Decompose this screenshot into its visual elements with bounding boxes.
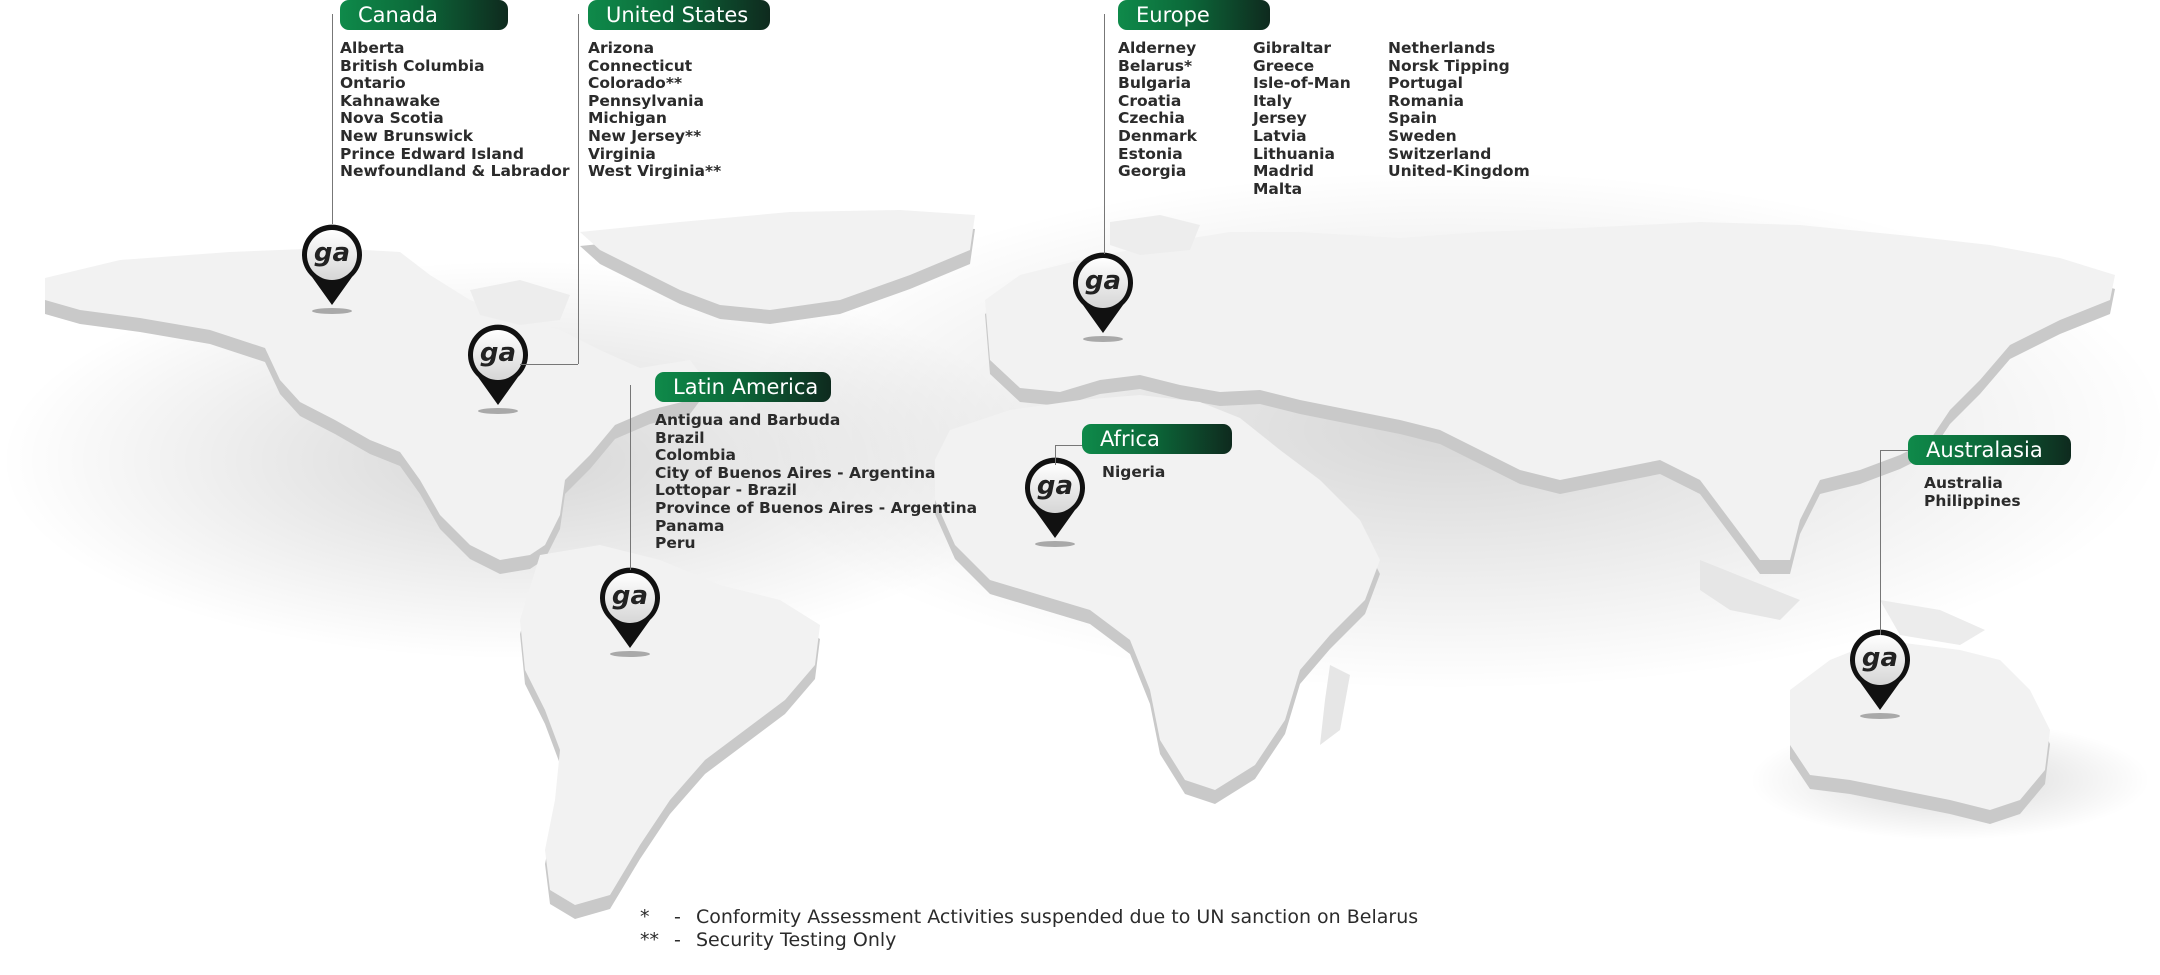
list-item: Nigeria bbox=[1102, 463, 1166, 481]
list-item: Greece bbox=[1253, 56, 1315, 75]
list-item: Brazil bbox=[655, 428, 705, 447]
region-badge-united-states[interactable]: United States bbox=[588, 0, 770, 30]
region-australasia bbox=[1908, 435, 2071, 510]
australasia-connector bbox=[1880, 450, 1881, 635]
list-item: Sweden bbox=[1388, 126, 1457, 145]
canada-connector bbox=[332, 14, 333, 224]
list-item: Gibraltar bbox=[1253, 39, 1332, 57]
region-badge-australasia[interactable]: Australasia bbox=[1908, 435, 2071, 465]
footnote-text: Security Testing Only bbox=[696, 929, 897, 951]
list-item: Philippines bbox=[1924, 491, 2021, 510]
pin-logo: ga bbox=[611, 581, 649, 611]
list-item: Connecticut bbox=[588, 56, 693, 75]
list-item: Colombia bbox=[655, 446, 737, 465]
list-item: Norsk Tipping bbox=[1388, 56, 1510, 75]
list-item: Newfoundland & Labrador bbox=[340, 162, 570, 181]
pin-logo: ga bbox=[1036, 471, 1074, 501]
footnote-dash: - bbox=[674, 906, 681, 928]
list-item: Panama bbox=[655, 516, 725, 535]
list-item: Province of Buenos Aires - Argentina bbox=[655, 498, 978, 517]
footnotes bbox=[640, 906, 1418, 952]
footnote-marker: * bbox=[640, 906, 650, 928]
list-item: Switzerland bbox=[1388, 144, 1492, 163]
europe-columns bbox=[1118, 30, 1530, 198]
list-item: Belarus* bbox=[1118, 56, 1193, 75]
list-item: Malta bbox=[1253, 179, 1303, 198]
list-item: Czechia bbox=[1118, 109, 1185, 128]
us-connector-h bbox=[520, 364, 578, 365]
list-item: Estonia bbox=[1118, 144, 1183, 163]
list-item: Italy bbox=[1253, 91, 1293, 110]
list-item: British Columbia bbox=[340, 56, 485, 75]
pin-logo: ga bbox=[1861, 643, 1899, 673]
list-item: Arizona bbox=[588, 39, 655, 57]
footnote-dash: - bbox=[674, 929, 681, 951]
south-america-landmass bbox=[520, 545, 820, 919]
list-item: Antigua and Barbuda bbox=[655, 411, 841, 429]
region-badge-europe[interactable]: Europe bbox=[1118, 0, 1270, 30]
footnote-text: Conformity Assessment Activities suspended due to UN sanction on Belarus bbox=[696, 906, 1419, 928]
list-item: Prince Edward Island bbox=[340, 144, 524, 163]
region-united-states bbox=[588, 0, 770, 181]
list-item: Pennsylvania bbox=[588, 91, 704, 110]
list-item: Portugal bbox=[1388, 74, 1463, 93]
region-badge-latin-america[interactable]: Latin America bbox=[655, 372, 831, 402]
list-item: Latvia bbox=[1253, 126, 1307, 145]
region-latin-america bbox=[655, 372, 977, 553]
list-item: Bulgaria bbox=[1118, 74, 1192, 93]
list-item: Ontario bbox=[340, 74, 406, 93]
list-item: United-Kingdom bbox=[1388, 162, 1530, 181]
region-canada bbox=[340, 0, 570, 181]
list-item: Alberta bbox=[340, 39, 405, 57]
list-item: City of Buenos Aires - Argentina bbox=[655, 463, 936, 482]
list-item: Lithuania bbox=[1253, 144, 1335, 163]
list-item: Kahnawake bbox=[340, 91, 441, 110]
footnote-2 bbox=[640, 929, 1418, 952]
list-item: New Jersey** bbox=[588, 126, 702, 145]
list-item: Spain bbox=[1388, 109, 1438, 128]
list-item: New Brunswick bbox=[340, 126, 474, 145]
africa-list bbox=[1082, 464, 1232, 482]
region-badge-canada[interactable]: Canada bbox=[340, 0, 508, 30]
list-item: West Virginia** bbox=[588, 162, 722, 181]
footnote-marker: ** bbox=[640, 929, 659, 951]
list-item: Croatia bbox=[1118, 91, 1182, 110]
pin-logo: ga bbox=[479, 338, 517, 368]
europe-list-col-2 bbox=[1253, 40, 1388, 198]
latin-america-list bbox=[655, 412, 977, 553]
list-item: Romania bbox=[1388, 91, 1465, 110]
list-item: Michigan bbox=[588, 109, 667, 128]
list-item: Peru bbox=[655, 534, 696, 553]
australasia-connector-h bbox=[1880, 450, 1910, 451]
list-item: Jersey bbox=[1253, 109, 1307, 128]
region-africa bbox=[1082, 424, 1232, 482]
united-states-list bbox=[588, 40, 770, 181]
latin-america-connector bbox=[630, 385, 631, 570]
region-badge-africa[interactable]: Africa bbox=[1082, 424, 1232, 454]
us-connector bbox=[578, 14, 579, 364]
europe-list-col-3 bbox=[1388, 39, 1530, 198]
list-item: Nova Scotia bbox=[340, 109, 444, 128]
footnote-1 bbox=[640, 906, 1418, 929]
europe-connector bbox=[1104, 14, 1105, 254]
list-item: Denmark bbox=[1118, 126, 1197, 145]
africa-connector-h bbox=[1055, 445, 1085, 446]
list-item: Virginia bbox=[588, 144, 656, 163]
list-item: Netherlands bbox=[1388, 39, 1496, 57]
list-item: Madrid bbox=[1253, 162, 1315, 181]
pin-logo: ga bbox=[1084, 266, 1122, 296]
list-item: Isle-of-Man bbox=[1253, 74, 1351, 93]
pin-logo: ga bbox=[313, 238, 351, 268]
list-item: Alderney bbox=[1118, 39, 1197, 57]
list-item: Georgia bbox=[1118, 162, 1187, 181]
list-item: Colorado** bbox=[588, 74, 683, 93]
africa-connector bbox=[1055, 445, 1056, 465]
australasia-list bbox=[1908, 475, 2071, 510]
list-item: Lottopar - Brazil bbox=[655, 481, 797, 500]
europe-list-col-1 bbox=[1118, 40, 1253, 198]
canada-list bbox=[340, 40, 570, 181]
region-europe bbox=[1118, 0, 1530, 198]
list-item: Australia bbox=[1924, 474, 2003, 492]
